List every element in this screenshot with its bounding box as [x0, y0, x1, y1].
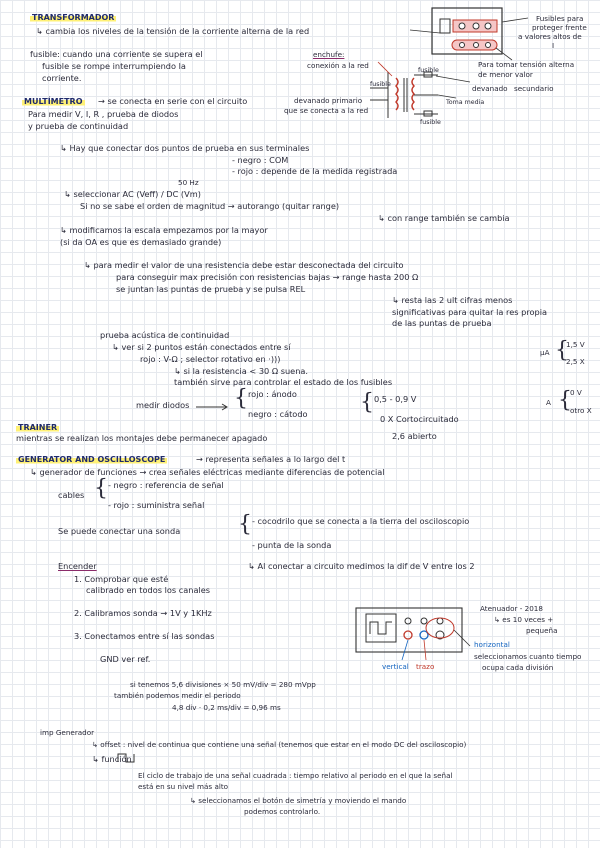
brace-diodos: { [234, 386, 248, 411]
encender-label: Encender [58, 561, 97, 571]
puntas-prueba: ↳ Hay que conectar dos puntos de prueba en sus terminales [60, 143, 310, 153]
cables-rojo: - rojo : suministra señal [108, 500, 205, 510]
a-label: A [546, 398, 551, 407]
multimetro-line2: Para medir V, I, R , prueba de diodos [28, 109, 179, 119]
brace-cables: { [94, 476, 108, 501]
generador-line1: → representa señales a lo largo del t [196, 454, 346, 464]
trainer-line1: mientras se realizan los montajes debe permanecer apagado [16, 433, 268, 443]
toma-media-label: Toma media [446, 99, 485, 106]
paso-1a: 1. Comprobar que esté [74, 574, 169, 584]
fusible-line1: fusible: cuando una corriente se supera el [30, 49, 203, 59]
sonda-cocodrilo: - cocodrilo que se conecta a la tierra del osciloscopio [252, 516, 470, 526]
devanado-primario-2: que se conecta a la red [284, 106, 369, 115]
a-otro: otro X [570, 406, 592, 415]
diodo-valor-3: 2,6 abierto [392, 431, 437, 441]
tomar-tension-2: de menor valor [478, 70, 533, 79]
cables-label: cables [58, 490, 85, 500]
paso-2: 2. Calibramos sonda → 1V y 1KHz [74, 608, 212, 618]
generador-line2: ↳ generador de funciones → crea señales eléctricas mediante diferencias de potencial [30, 467, 385, 477]
resistencia-3: se juntan las puntas de prueba y se pulsa REL [116, 284, 306, 294]
continuidad-2: ↳ ver si 2 puntos están conectados entre sí [112, 342, 291, 352]
hz-label: 50 Hz [178, 178, 199, 187]
medir-diodos: medir diodos [136, 400, 190, 410]
calc-periodo-label: también podemos medir el periodo [114, 691, 241, 700]
resistencia-2: para conseguir max precisión con resistencias bajas → range hasta 200 Ω [116, 272, 419, 282]
devanado-secundario-2: secundario [514, 84, 554, 93]
al-conectar: ↳ Al conectar a circuito medimos la dif de V entre los 2 [248, 561, 475, 571]
cables-negro: - negro : referencia de señal [108, 480, 224, 490]
label-vertical: vertical [382, 662, 409, 671]
enchufe-label: enchufe: [313, 50, 345, 59]
ua-15: 1,5 V [566, 340, 585, 349]
selecciona-tiempo-1: seleccionamos cuanto tiempo [474, 652, 582, 661]
multimetro-line3: y prueba de continuidad [28, 121, 129, 131]
fusibles-note-1: Fusibles para [536, 14, 584, 23]
seleccionamos-simetria-1: ↳ seleccionamos el botón de simetría y moviendo el mando [190, 796, 407, 805]
label-horizontal: horizontal [474, 640, 510, 649]
escala-1: ↳ modificamos la escala empezamos por la mayor [60, 225, 268, 235]
sonda-label: Se puede conectar una sonda [58, 526, 181, 536]
a-0v: 0 V [570, 388, 582, 397]
diagram-label-fusible-3: fusible [420, 119, 441, 126]
fusibles-note-3: a valores altos de [518, 32, 582, 41]
continuidad-1: prueba acústica de continuidad [100, 330, 230, 340]
ua-label: μA [540, 348, 550, 357]
heading-multimetro: MULTÍMETRO [24, 97, 83, 106]
transformador-line1: ↳ cambia los niveles de la tensión de la corriente alterna de la red [36, 26, 310, 36]
resta-3: de las puntas de prueba [392, 318, 492, 328]
label-trazo: trazo [416, 662, 435, 671]
atenuador-2: ↳ es 10 veces + [494, 615, 554, 624]
fusibles-note-4: I [552, 41, 555, 50]
atenuador-3: pequeña [526, 626, 558, 635]
paso-3: 3. Conectamos entre sí las sondas [74, 631, 215, 641]
gnd-ref: GND ver ref. [100, 654, 151, 664]
diodo-valor-1: 0,5 - 0,9 V [374, 394, 417, 404]
brace-sonda: { [238, 512, 252, 537]
imp-generador-title: imp Generador [40, 728, 95, 737]
fusibles-note-2: proteger frente [532, 23, 587, 32]
ciclo-trabajo-1: El ciclo de trabajo de una señal cuadrada : tiempo relativo al periodo en el que la señal [138, 771, 453, 780]
brace-ua: { [555, 338, 569, 363]
diagram-label-fusible-1: fusible [418, 67, 439, 74]
resistencia-1: ↳ para medir el valor de una resistencia debe estar desconectada del circuito [84, 260, 404, 270]
calc-periodo: 4,8 div · 0,2 ms/div = 0,96 ms [172, 703, 281, 712]
offset-line: ↳ offset : nivel de continua que contiene una señal (tenemos que estar en el modo DC del osciloscopio) [92, 740, 467, 749]
range-cambia: ↳ con range también se cambia [378, 213, 510, 223]
diodo-valor-2: 0 X Cortocircuitado [380, 414, 459, 424]
devanado-primario-1: devanado primario [294, 96, 363, 105]
brace-a: { [558, 388, 572, 413]
fusible-line2: fusible se rompe interrumpiendo la [42, 61, 186, 71]
puntas-rojo: - rojo : depende de la medida registrada [232, 166, 398, 176]
no-sabe-magnitud: Si no se sabe el orden de magnitud → autorango (quitar range) [80, 201, 340, 211]
sonda-punta: - punta de la sonda [252, 540, 332, 550]
rojo-anodo: rojo : ánodo [248, 389, 297, 399]
puntas-negro: - negro : COM [232, 155, 289, 165]
tomar-tension-1: Para tomar tensión alterna [478, 60, 575, 69]
ciclo-trabajo-2: está en su nivel más alto [138, 782, 229, 791]
enchufe-desc: conexión a la red [307, 61, 369, 70]
selecciona-tiempo-2: ocupa cada división [482, 663, 554, 672]
ua-25: 2,5 X [566, 357, 585, 366]
fusible-line3: corriente. [42, 73, 82, 83]
seleccionar-ac-dc: ↳ seleccionar AC (Veff) / DC (Vm) [64, 189, 201, 199]
heading-generator-oscilloscope: GENERATOR AND OSCILLOSCOPE [18, 455, 166, 464]
funcion-label: ↳ función [92, 754, 132, 764]
diagram-label-fusible-2: fusible [370, 81, 391, 88]
multimetro-line1: → se conecta en serie con el circuito [98, 96, 248, 106]
continuidad-3: rojo : V-Ω ; selector rotativo en ·))) [140, 354, 281, 364]
calc-divisiones: si tenemos 5,6 divisiones × 50 mV/div = 280 mVpp [130, 680, 316, 689]
devanado-secundario-1: devanado [472, 84, 508, 93]
paso-1b: calibrado en todos los canales [86, 585, 211, 595]
continuidad-4: ↳ si la resistencia < 30 Ω suena. [174, 366, 309, 376]
resta-1: ↳ resta las 2 ult cifras menos [392, 295, 513, 305]
heading-trainer: TRAINER [18, 423, 58, 432]
seleccionamos-simetria-2: podemos controlarlo. [244, 807, 321, 816]
brace-valores: { [360, 390, 374, 415]
resta-2: significativas para quitar la res propia [392, 307, 548, 317]
escala-2: (si da OA es que es demasiado grande) [60, 237, 222, 247]
atenuador-1: Atenuador - 2018 [480, 604, 543, 613]
heading-transformador: TRANSFORMADOR [32, 13, 115, 22]
negro-catodo: negro : cátodo [248, 409, 308, 419]
continuidad-5: también sirve para controlar el estado de los fusibles [174, 377, 393, 387]
